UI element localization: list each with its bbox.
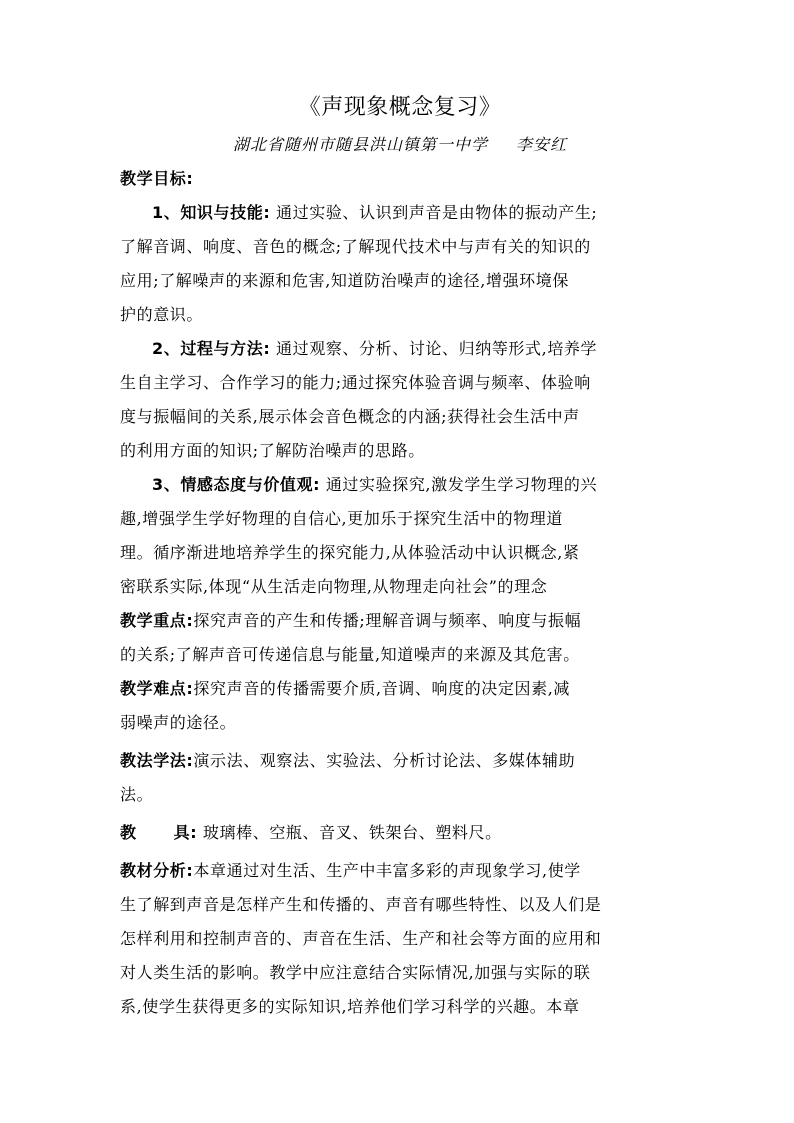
goal-text: 度与振幅间的关系,展示体会音色概念的内涵;获得社会生活中声: [120, 407, 580, 426]
goal-process: [120, 332, 680, 468]
methods-section: [120, 744, 680, 812]
methods-label: 教法学法:: [120, 751, 194, 770]
goal-label: 2、过程与方法:: [152, 339, 271, 358]
goal-text: 通过实验、认识到声音是由物体的振动产生;: [276, 203, 598, 222]
goal-text: 通过实验探究,激发学生学习物理的兴: [325, 475, 598, 494]
document-page: [120, 88, 680, 1024]
analysis-line: [120, 854, 680, 888]
goal-line: [120, 196, 680, 230]
tools-text: 玻璃棒、空瓶、音叉、铁架台、塑料尺。: [202, 823, 502, 842]
school-name: 湖北省随州市随县洪山镇第一中学: [232, 135, 488, 154]
goal-knowledge: [120, 196, 680, 332]
methods-line: [120, 744, 680, 778]
analysis-text: 本章通过对生活、生产中丰富多彩的声现象学习,使学: [193, 861, 581, 880]
tools-section: [120, 816, 680, 850]
goal-text: 通过观察、分析、讨论、归纳等形式,培养学: [276, 339, 598, 358]
methods-text: 法。: [120, 785, 154, 804]
author-name: 李安红: [516, 135, 568, 154]
key-points-line: [120, 604, 680, 638]
analysis-section: [120, 854, 680, 1024]
tools-label: 教 具:: [120, 823, 198, 842]
goal-text: 应用;了解噪声的来源和危害,知道防治噪声的途径,增强环境保: [120, 271, 569, 290]
key-points-text: 探究声音的产生和传播;理解音调与频率、响度与振幅: [193, 611, 582, 630]
analysis-text: 对人类生活的影响。教学中应注意结合实际情况,加强与实际的联: [120, 963, 591, 982]
goal-text: 密联系实际,体现“从生活走向物理,从物理走向社会”的理念: [120, 577, 548, 596]
goal-text: 护的意识。: [120, 305, 204, 324]
goal-text: 生自主学习、合作学习的能力;通过探究体验音调与频率、体验响: [120, 373, 591, 392]
key-points-text: 的关系;了解声音可传递信息与能量,知道噪声的来源及其危害。: [120, 645, 580, 664]
goal-label: 3、情感态度与价值观:: [152, 475, 321, 494]
page-title: 《声现象概念复习》: [298, 95, 502, 120]
key-points-label: 教学重点:: [120, 611, 194, 630]
difficulties-label: 教学难点:: [120, 679, 194, 698]
methods-text: 演示法、观察法、实验法、分析讨论法、多媒体辅助: [193, 751, 576, 770]
difficulties-section: [120, 672, 680, 740]
key-points-section: [120, 604, 680, 672]
goal-attitude: [120, 468, 680, 604]
goal-text: 趣,增强学生学好物理的自信心,更加乐于探究生活中的物理道: [120, 509, 563, 528]
difficulties-line: [120, 672, 680, 706]
tools-line: [120, 816, 680, 850]
section-heading: 教学目标:: [120, 169, 194, 188]
goal-line: [120, 468, 680, 502]
difficulties-text: 探究声音的传播需要介质,音调、响度的决定因素,减: [193, 679, 570, 698]
difficulties-text: 弱噪声的途径。: [120, 713, 237, 732]
goal-text: 了解音调、响度、音色的概念;了解现代技术中与声有关的知识的: [120, 237, 591, 256]
analysis-text: 系,使学生获得更多的实际知识,培养他们学习科学的兴趣。本章: [120, 997, 580, 1016]
analysis-label: 教材分析:: [120, 861, 194, 880]
analysis-text: 生了解到声音是怎样产生和传播的、声音有哪些特性、以及人们是: [120, 895, 602, 914]
analysis-text: 怎样利用和控制声音的、声音在生活、生产和社会等方面的应用和: [120, 929, 602, 948]
goal-line: [120, 332, 680, 366]
goal-text: 的利用方面的知识;了解防治噪声的思路。: [120, 441, 425, 460]
author-line: [120, 128, 680, 162]
goal-text: 理。循序渐进地培养学生的探究能力,从体验活动中认识概念,紧: [120, 543, 580, 562]
goal-label: 1、知识与技能:: [152, 203, 271, 222]
